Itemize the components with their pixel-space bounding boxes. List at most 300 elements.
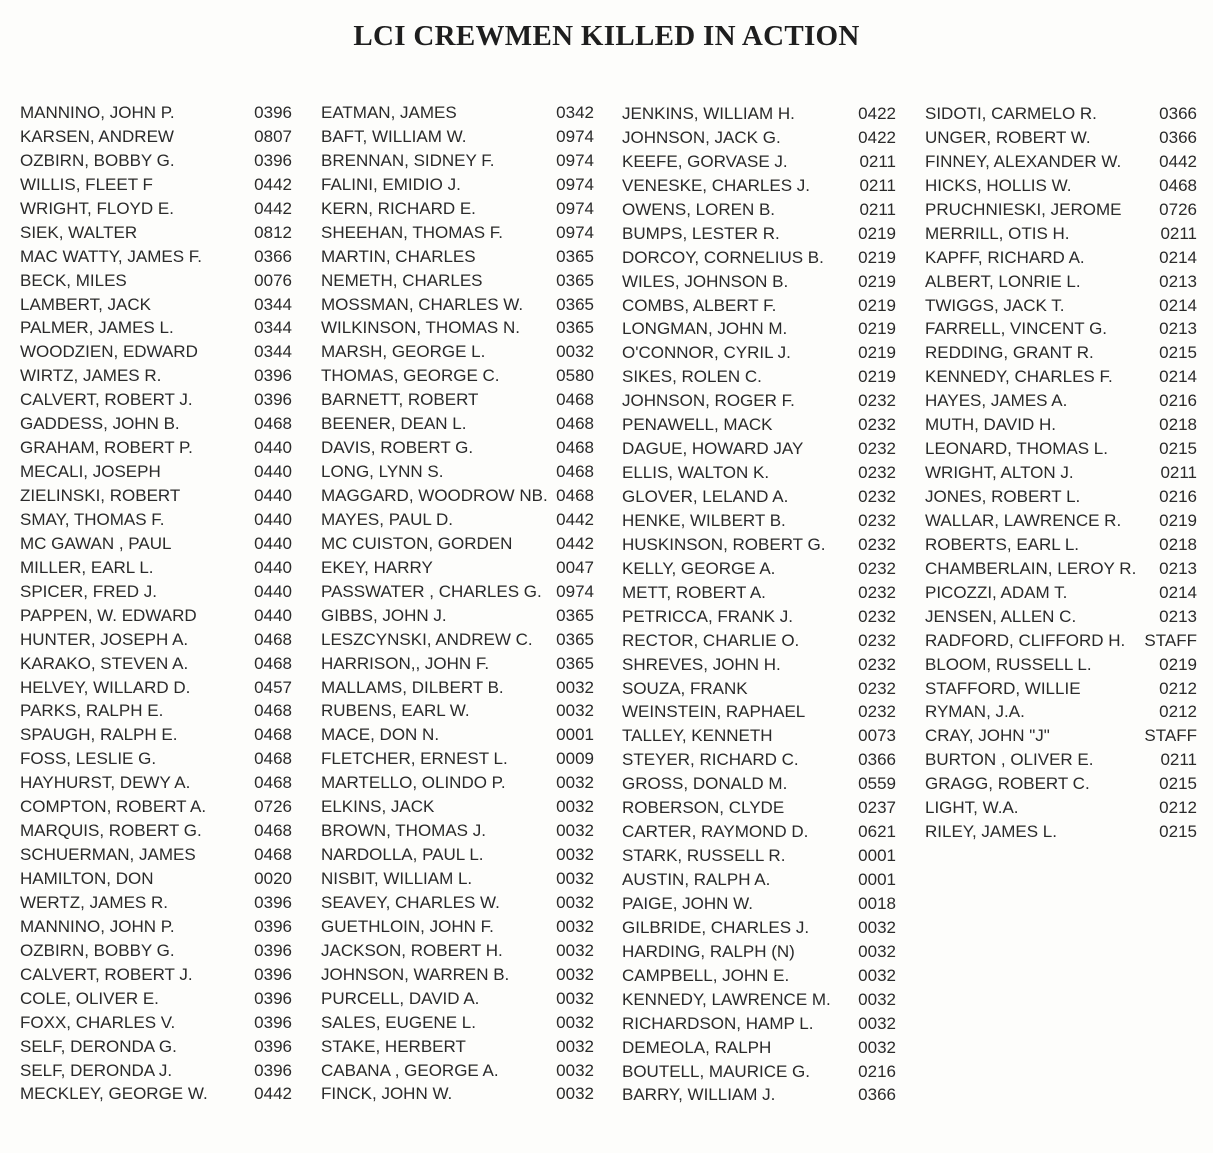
ship-number: 0232 <box>858 606 896 626</box>
ship-number: 0211 <box>859 199 896 219</box>
crewman-name: MUTH, DAVID H. <box>925 415 1056 435</box>
list-item <box>321 628 594 652</box>
crewman-name: KENNEDY, CHARLES F. <box>925 367 1113 387</box>
list-item <box>20 747 292 771</box>
list-item <box>622 174 896 198</box>
crewman-name: KARAKO, STEVEN A. <box>20 653 189 673</box>
ship-number: 0009 <box>556 749 594 769</box>
list-item <box>20 484 292 508</box>
ship-number: 0365 <box>556 270 594 290</box>
crewman-name: HELVEY, WILLARD D. <box>20 677 191 697</box>
list-item <box>321 556 594 580</box>
ship-number: 0047 <box>556 557 594 577</box>
list-item <box>925 389 1197 413</box>
crewman-name: FINCK, JOHN W. <box>321 1084 453 1104</box>
crewman-name: BLOOM, RUSSELL L. <box>925 654 1092 674</box>
crewman-name: RYMAN, J.A. <box>925 702 1025 722</box>
crewman-name: THOMAS, GEORGE C. <box>321 366 500 386</box>
ship-number: 0396 <box>254 103 292 122</box>
ship-number: 0213 <box>1159 606 1197 626</box>
ship-number: 0468 <box>556 486 594 505</box>
crewman-name: VENESKE, CHARLES J. <box>622 175 811 195</box>
ship-number: 0365 <box>556 294 594 314</box>
ship-number: 0440 <box>254 486 292 505</box>
crewman-name: KAPFF, RICHARD A. <box>925 247 1085 267</box>
list-item <box>20 508 292 532</box>
list-item <box>925 629 1197 653</box>
ship-number: 0396 <box>254 1060 292 1080</box>
list-item <box>20 556 292 580</box>
crewman-name: STAFFORD, WILLIE <box>925 678 1081 698</box>
crewman-name: PENAWELL, MACK <box>622 415 773 435</box>
list-item <box>321 747 594 771</box>
ship-number: 0232 <box>858 510 896 530</box>
crewman-name: OZBIRN, BOBBY G. <box>20 150 175 170</box>
list-item <box>622 940 896 964</box>
list-item <box>20 771 292 795</box>
list-item <box>20 1011 292 1035</box>
ship-number: 0218 <box>1159 415 1197 435</box>
ship-number: 0440 <box>254 438 292 458</box>
crewman-name: BEENER, DEAN L. <box>321 414 467 434</box>
crewman-name: OZBIRN, BOBBY G. <box>20 940 175 960</box>
crewman-name: HAMILTON, DON <box>20 869 154 888</box>
ship-number: 0219 <box>858 343 896 363</box>
list-item <box>20 101 292 125</box>
crewman-name: MACE, DON N. <box>321 725 440 745</box>
list-item <box>321 388 594 412</box>
crewman-name: JOHNSON, JACK G. <box>622 127 781 147</box>
list-item <box>321 819 594 843</box>
ship-number: 0366 <box>1159 104 1197 123</box>
crewman-name: RILEY, JAMES L. <box>925 822 1057 842</box>
crewman-name: MARTELLO, OLINDO P. <box>321 773 506 793</box>
crewman-name: KERN, RICHARD E. <box>321 198 476 218</box>
crewman-name: FOXX, CHARLES V. <box>20 1012 176 1032</box>
list-item <box>622 988 896 1012</box>
crewman-name: BARRY, WILLIAM J. <box>622 1085 776 1105</box>
list-item <box>622 748 896 772</box>
list-item <box>321 1011 594 1035</box>
crewman-name: COMBS, ALBERT F. <box>622 295 777 315</box>
ship-number: 0212 <box>1159 678 1197 698</box>
list-item <box>321 149 594 173</box>
ship-number: 0974 <box>556 198 594 218</box>
list-item <box>925 509 1197 533</box>
crewman-name: DAVIS, ROBERT G. <box>321 438 474 458</box>
ship-number: 0396 <box>254 150 292 170</box>
crewman-name: DAGUE, HOWARD JAY <box>622 439 804 459</box>
ship-number: 0365 <box>556 246 594 266</box>
ship-number: 0422 <box>858 104 896 123</box>
list-item <box>321 843 594 867</box>
ship-number: 0032 <box>556 677 594 697</box>
crewman-name: RECTOR, CHARLIE O. <box>622 630 800 650</box>
roster-column-4 <box>925 102 1197 844</box>
ship-number: 0468 <box>254 773 292 793</box>
list-item <box>622 1060 896 1084</box>
list-item <box>925 341 1197 365</box>
crewman-name: GROSS, DONALD M. <box>622 774 788 794</box>
crewman-name: SOUZA, FRANK <box>622 678 748 698</box>
list-item <box>925 413 1197 437</box>
ship-number: 0344 <box>254 294 292 314</box>
crewman-name: TWIGGS, JACK T. <box>925 295 1065 315</box>
crewman-name: PETRICCA, FRANK J. <box>622 606 793 626</box>
crewman-name: PASSWATER , CHARLES G. <box>321 581 542 601</box>
ship-number: 0218 <box>1159 534 1197 554</box>
ship-number: 0211 <box>1160 750 1197 770</box>
list-item <box>925 222 1197 246</box>
ship-number: 0468 <box>556 414 594 434</box>
ship-number: 0440 <box>254 557 292 577</box>
ship-number: 0396 <box>254 390 292 410</box>
list-item <box>622 389 896 413</box>
ship-number: 0344 <box>254 342 292 362</box>
crewman-name: LONG, LYNN S. <box>321 462 444 482</box>
list-item <box>622 605 896 629</box>
ship-number: 0812 <box>254 222 292 242</box>
crewman-name: LEONARD, THOMAS L. <box>925 439 1108 459</box>
crewman-name: JENKINS, WILLIAM H. <box>622 104 795 123</box>
list-item <box>622 700 896 724</box>
ship-number: 0440 <box>254 509 292 529</box>
list-item <box>321 173 594 197</box>
crewman-name: MILLER, EARL L. <box>20 557 154 577</box>
crewman-name: HAYHURST, DEWY A. <box>20 773 191 793</box>
list-item <box>622 317 896 341</box>
list-item <box>20 293 292 317</box>
crewman-name: GLOVER, LELAND A. <box>622 487 789 506</box>
crewman-name: SIDOTI, CARMELO R. <box>925 104 1097 123</box>
crewman-name: WRIGHT, FLOYD E. <box>20 198 174 218</box>
list-item <box>622 629 896 653</box>
ship-number: 0232 <box>858 439 896 459</box>
crewman-name: MARSH, GEORGE L. <box>321 342 486 362</box>
list-item <box>622 581 896 605</box>
list-item <box>925 174 1197 198</box>
crewman-name: HUNTER, JOSEPH A. <box>20 629 189 649</box>
crewman-name: WEINSTEIN, RAPHAEL <box>622 702 806 722</box>
ship-number: 0807 <box>254 126 292 146</box>
crewman-name: ALBERT, LONRIE L. <box>925 271 1081 291</box>
ship-number: 0032 <box>858 989 896 1009</box>
ship-number: 0216 <box>858 1061 896 1081</box>
list-item <box>622 341 896 365</box>
list-item <box>925 772 1197 796</box>
list-item <box>622 461 896 485</box>
list-item <box>321 293 594 317</box>
ship-number: 0468 <box>556 462 594 482</box>
ship-number: 0001 <box>556 725 594 745</box>
ship-number: 0219 <box>1159 654 1197 674</box>
crewman-name: TALLEY, KENNETH <box>622 726 773 746</box>
ship-number: 0442 <box>254 1084 292 1104</box>
crewman-name: STEYER, RICHARD C. <box>622 750 799 770</box>
crewman-name: PURCELL, DAVID A. <box>321 988 480 1008</box>
crewman-name: UNGER, ROBERT W. <box>925 127 1091 147</box>
list-item <box>20 915 292 939</box>
ship-number: 0219 <box>858 319 896 339</box>
ship-number: 0974 <box>556 150 594 170</box>
crewman-name: KEEFE, GORVASE J. <box>622 151 788 171</box>
ship-number: 0214 <box>1159 247 1197 267</box>
list-item <box>20 1059 292 1083</box>
list-item <box>20 197 292 221</box>
list-item <box>622 557 896 581</box>
list-item <box>20 628 292 652</box>
list-item <box>20 987 292 1011</box>
ship-number: 0216 <box>1159 391 1197 411</box>
list-item <box>321 245 594 269</box>
list-item <box>622 198 896 222</box>
ship-number: 0396 <box>254 1036 292 1056</box>
ship-number: 0468 <box>254 653 292 673</box>
list-item <box>321 795 594 819</box>
ship-number: 0032 <box>556 797 594 817</box>
crewman-name: SELF, DERONDA J. <box>20 1060 173 1080</box>
list-item <box>20 819 292 843</box>
list-item <box>321 987 594 1011</box>
crewman-name: JONES, ROBERT L. <box>925 487 1081 506</box>
crewman-name: REDDING, GRANT R. <box>925 343 1094 363</box>
crewman-name: PAPPEN, W. EDWARD <box>20 605 197 625</box>
ship-number: 0442 <box>254 174 292 194</box>
list-item <box>20 652 292 676</box>
ship-number: 0422 <box>858 127 896 147</box>
crewman-name: PICOZZI, ADAM T. <box>925 582 1068 602</box>
list-item <box>321 508 594 532</box>
ship-number: 0366 <box>254 246 292 266</box>
list-item <box>321 197 594 221</box>
crewman-name: JENSEN, ALLEN C. <box>925 606 1077 626</box>
crewman-name: MAC WATTY, JAMES F. <box>20 246 202 266</box>
ship-number: 0468 <box>254 414 292 434</box>
list-item <box>622 1083 896 1107</box>
crewman-name: BUMPS, LESTER R. <box>622 223 780 243</box>
ship-number: 0001 <box>858 846 896 866</box>
list-item <box>925 653 1197 677</box>
ship-number: 0211 <box>1160 463 1197 483</box>
list-item <box>321 484 594 508</box>
ship-number: 0216 <box>1159 487 1197 506</box>
ship-number: 0468 <box>254 725 292 745</box>
list-item <box>20 316 292 340</box>
crewman-name: LIGHT, W.A. <box>925 798 1019 818</box>
crewman-name: COMPTON, ROBERT A. <box>20 797 207 817</box>
list-item <box>925 820 1197 844</box>
crewman-name: KENNEDY, LAWRENCE M. <box>622 989 831 1009</box>
list-item <box>321 891 594 915</box>
roster-column-1 <box>20 101 292 1106</box>
crewman-name: COLE, OLIVER E. <box>20 988 159 1008</box>
crewman-name: CHAMBERLAIN, LEROY R. <box>925 558 1137 578</box>
list-item <box>925 485 1197 509</box>
list-item <box>622 1036 896 1060</box>
ship-number: 0232 <box>858 558 896 578</box>
ship-number: 0032 <box>556 940 594 960</box>
ship-number: 0232 <box>858 415 896 435</box>
crewman-name: BROWN, THOMAS J. <box>321 821 486 841</box>
ship-number: 0215 <box>1159 822 1197 842</box>
list-item <box>20 795 292 819</box>
crewman-name: METT, ROBERT A. <box>622 582 766 602</box>
ship-number: 0232 <box>858 534 896 554</box>
crewman-name: LONGMAN, JOHN M. <box>622 319 788 339</box>
ship-number: 0232 <box>858 654 896 674</box>
crewman-name: SIEK, WALTER <box>20 222 138 242</box>
list-item <box>622 270 896 294</box>
crewman-name: NEMETH, CHARLES <box>321 270 483 290</box>
ship-number: 0032 <box>556 892 594 912</box>
crewman-name: JACKSON, ROBERT H. <box>321 940 503 960</box>
crewman-name: RICHARDSON, HAMP L. <box>622 1013 814 1033</box>
crewman-name: BRENNAN, SIDNEY F. <box>321 150 495 170</box>
crewman-name: ZIELINSKI, ROBERT <box>20 486 181 505</box>
list-item <box>20 723 292 747</box>
ship-number: 0001 <box>858 870 896 889</box>
ship-number: 0032 <box>556 342 594 362</box>
crewman-name: MC GAWAN , PAUL <box>20 533 172 553</box>
ship-number: 0366 <box>1159 127 1197 147</box>
crewman-name: SPICER, FRED J. <box>20 581 157 601</box>
list-item <box>622 437 896 461</box>
list-item <box>321 867 594 891</box>
list-item <box>20 125 292 149</box>
crewman-name: STAKE, HERBERT <box>321 1036 466 1056</box>
list-item <box>321 652 594 676</box>
crewman-name: FINNEY, ALEXANDER W. <box>925 151 1122 171</box>
list-item <box>20 364 292 388</box>
list-item <box>622 294 896 318</box>
crewman-name: CARTER, RAYMOND D. <box>622 822 809 842</box>
ship-number: 0032 <box>556 1084 594 1104</box>
ship-number: 0468 <box>254 701 292 721</box>
list-item <box>925 724 1197 748</box>
ship-number: 0442 <box>556 533 594 553</box>
crewman-name: GILBRIDE, CHARLES J. <box>622 917 810 937</box>
list-item <box>622 868 896 892</box>
crewman-name: WIRTZ, JAMES R. <box>20 366 162 386</box>
ship-number: 0232 <box>858 463 896 483</box>
ship-number: 0974 <box>556 126 594 146</box>
list-item <box>925 365 1197 389</box>
list-item <box>622 509 896 533</box>
ship-number: 0366 <box>858 750 896 770</box>
list-item <box>622 533 896 557</box>
list-item <box>20 1035 292 1059</box>
crewman-name: SHEEHAN, THOMAS F. <box>321 222 503 242</box>
list-item <box>925 198 1197 222</box>
list-item <box>321 269 594 293</box>
crewman-name: CALVERT, ROBERT J. <box>20 390 193 410</box>
ship-number: 0440 <box>254 605 292 625</box>
ship-number: 0232 <box>858 630 896 650</box>
ship-number: 0214 <box>1159 367 1197 387</box>
ship-number: 0214 <box>1159 582 1197 602</box>
ship-number: 0457 <box>254 677 292 697</box>
ship-number: 0396 <box>254 1012 292 1032</box>
ship-number: 0726 <box>254 797 292 817</box>
list-item <box>20 867 292 891</box>
ship-number: 0215 <box>1159 439 1197 459</box>
list-item <box>321 412 594 436</box>
list-item <box>20 245 292 269</box>
page-title: LCI CREWMEN KILLED IN ACTION <box>353 20 860 52</box>
list-item <box>321 580 594 604</box>
ship-number: 0032 <box>556 701 594 721</box>
list-item <box>622 102 896 126</box>
crewman-name: OWENS, LOREN B. <box>622 199 776 219</box>
crewman-name: SCHUERMAN, JAMES <box>20 845 196 865</box>
ship-number: 0232 <box>858 678 896 698</box>
list-item <box>321 915 594 939</box>
list-item <box>20 1082 292 1106</box>
crewman-name: O'CONNOR, CYRIL J. <box>622 343 791 363</box>
list-item <box>321 364 594 388</box>
ship-number: 0032 <box>556 1060 594 1080</box>
crewman-name: BAFT, WILLIAM W. <box>321 126 467 146</box>
list-item <box>925 700 1197 724</box>
ship-number: 0032 <box>858 941 896 961</box>
ship-number: 0214 <box>1159 295 1197 315</box>
ship-number: 0726 <box>1159 199 1197 219</box>
list-item <box>622 796 896 820</box>
ship-number: 0365 <box>556 653 594 673</box>
crewman-name: SPAUGH, RALPH E. <box>20 725 178 745</box>
ship-number: 0365 <box>556 318 594 338</box>
ship-number: 0559 <box>858 774 896 794</box>
list-item <box>925 796 1197 820</box>
crewman-name: KELLY, GEORGE A. <box>622 558 776 578</box>
list-item <box>20 699 292 723</box>
ship-number: 0032 <box>556 869 594 888</box>
list-item <box>20 891 292 915</box>
ship-number: 0974 <box>556 174 594 194</box>
list-item <box>321 340 594 364</box>
ship-number: 0621 <box>858 822 896 842</box>
ship-number: 0032 <box>556 916 594 936</box>
ship-number: 0076 <box>254 270 292 290</box>
ship-number: 0396 <box>254 366 292 386</box>
crewman-name: DEMEOLA, RALPH <box>622 1037 772 1057</box>
crewman-name: EATMAN, JAMES <box>321 103 457 122</box>
list-item <box>20 843 292 867</box>
ship-number: 0032 <box>556 988 594 1008</box>
ship-number: 0219 <box>1159 510 1197 530</box>
ship-number: 0468 <box>254 845 292 865</box>
list-item <box>925 246 1197 270</box>
crewman-name: WILLIS, FLEET F <box>20 174 153 194</box>
crewman-name: HARDING, RALPH (N) <box>622 941 795 961</box>
crewman-name: WOODZIEN, EDWARD <box>20 342 198 362</box>
crewman-name: BOUTELL, MAURICE G. <box>622 1061 810 1081</box>
list-item <box>622 413 896 437</box>
ship-number: 0442 <box>254 198 292 218</box>
crewman-name: MECKLEY, GEORGE W. <box>20 1084 208 1104</box>
list-item <box>925 605 1197 629</box>
list-item <box>925 317 1197 341</box>
ship-number: 0396 <box>254 892 292 912</box>
list-item <box>20 173 292 197</box>
ship-number: 0032 <box>858 1037 896 1057</box>
crewman-name: MECALI, JOSEPH <box>20 462 161 482</box>
roster-column-2 <box>321 101 594 1106</box>
crewman-name: MALLAMS, DILBERT B. <box>321 677 504 697</box>
list-item <box>925 748 1197 772</box>
ship-number: 0219 <box>858 295 896 315</box>
ship-number: 0212 <box>1159 702 1197 722</box>
